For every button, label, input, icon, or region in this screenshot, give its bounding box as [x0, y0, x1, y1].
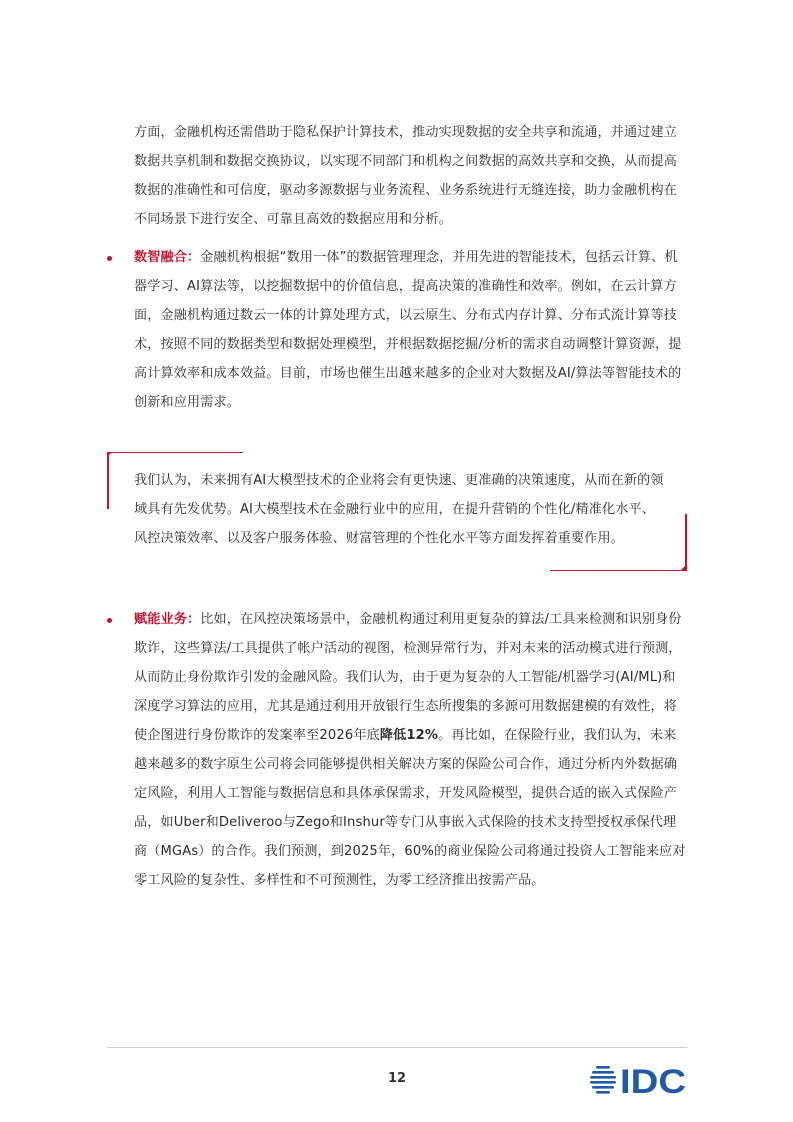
- bullet-lead: 数智融合：: [134, 250, 201, 265]
- bullet-lead: 赋能业务：: [134, 612, 201, 627]
- callout-border-top: [107, 452, 243, 453]
- intro-paragraph: 方面，金融机构还需借助于隐私保护计算技术，推动实现数据的安全共享和流通，并通过建立数据共享机制和数据交换协议，以实现不同部门和机构之间数据的高效共享和交换，从而提高数据的准确性和可信度，驱动多源数据与业务流程、业务系统进行无缝连接，助力金融机构在不同场景下进行安全、可靠且高效的数据应用和分析。: [134, 125, 677, 227]
- bullet-text: 金融机构根据“数用一体”的数据管理理念，并用先进的智能技术，包括云计算、机器学习、AI算法等，以挖掘数据中的价值信息，提高决策的准确性和效率。例如，在云计算方面，金融机构通过数云一体的计算处理方式，以云原生、分布式内存计算、分布式流计算等技术，按照不同的数据类型和数据处理模型，并根据数据挖掘/分析的需求自动调整计算资源，提高计算效率和成本效益。目前，市场也催生出越来越多的企业对大数据及AI/算法等智能技术的创新和应用需求。: [134, 250, 682, 410]
- globe-icon: [590, 1066, 616, 1094]
- callout-border-left: [107, 452, 109, 509]
- bullet-dot: [107, 618, 112, 623]
- callout-text: 我们认为，未来拥有AI大模型技术的企业将会有更快速、更准确的决策速度，从而在新的领域具有先发优势。AI大模型技术在金融行业中的应用，在提升营销的个性化/精准化水平、风控决策效率、以及客户服务体验、财富管理的个性化水平等方面发挥着重要作用。: [134, 473, 664, 546]
- logo-wordmark: IDC: [620, 1063, 686, 1096]
- footer-rule: [107, 1047, 687, 1048]
- callout-border-bottom: [550, 570, 687, 571]
- bullet-text: 比如，在风控决策场景中，金融机构通过利用更复杂的算法/工具来检测和识别身份欺诈，这些算法/工具提供了帐户活动的视图，检测异常行为，并对未来的活动模式进行预测，从而防止身份欺诈引发的金融风险。我们认为，由于更为复杂的人工智能/机器学习(AI/ML)和深度学习算法的应用，尤其是通过利用开放银行生态所搜集的多源可用数据建模的有效性，将使企图进行身份欺诈的发案率至2026年底: [134, 612, 682, 743]
- bullet-bold-figure: 降低12%: [379, 728, 439, 743]
- bullet-item-empower-business: [134, 605, 686, 895]
- callout-corner-bottom-right: [681, 565, 686, 570]
- bullet-item-data-fusion: [134, 243, 686, 417]
- bullet-dot: [107, 256, 112, 261]
- idc-logo: [590, 1062, 688, 1096]
- callout-border-right: [685, 514, 687, 570]
- bullet-text-continued: 。再比如，在保险行业，我们认为，未来越来越多的数字原生公司将会同能够提供相关解决方案的保险公司合作，通过分析内外数据确定风险，利用人工智能与数据信息和具体承保需求，开发风险模型，提供合适的嵌入式保险产品，如Uber和Deliveroo与Zego和Inshur等专门从事嵌入式保险的技术支持型授权承保代理商（MGAs）的合作。我们预测，到2025年，60%的商业保险公司将通过投资人工智能来应对零工风险的复杂性、多样性和不可预测性，为零工经济推出按需产品。: [134, 728, 686, 888]
- callout-corner-top-left: [107, 452, 112, 457]
- page-number: 12: [387, 1071, 407, 1086]
